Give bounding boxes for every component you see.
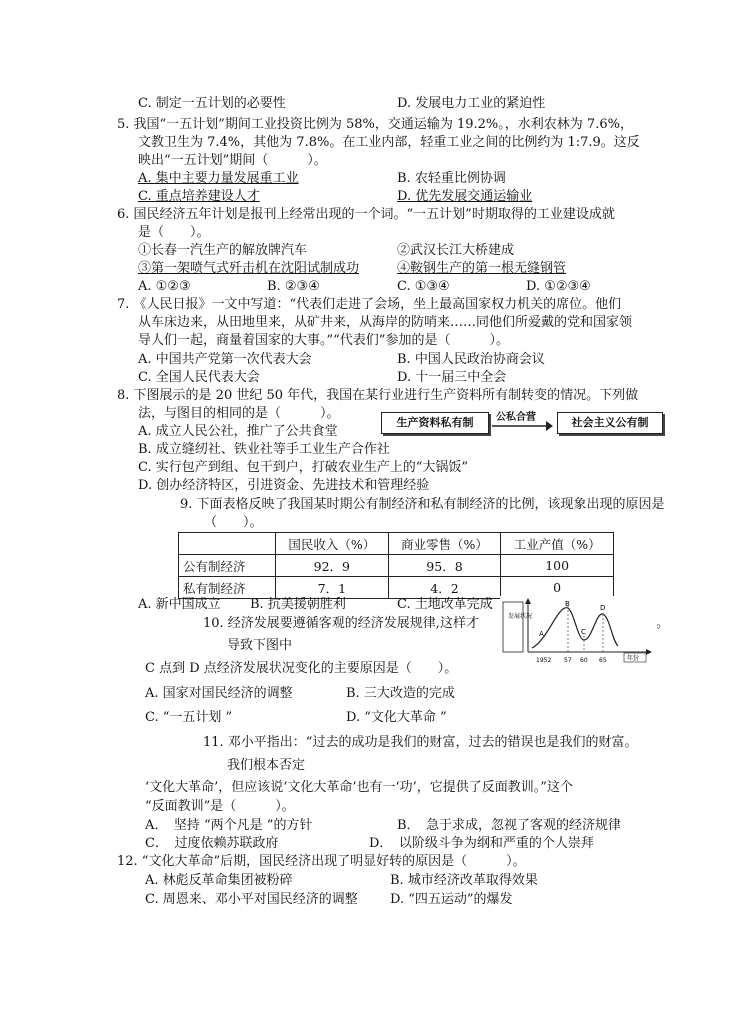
- table-cell: 7．1: [276, 577, 389, 599]
- q9-option-c: C. 土地改革完成: [397, 597, 493, 612]
- q6-option-a: A. ①②③: [138, 279, 191, 294]
- q5-option-c: C. 重点培养建设人才: [138, 189, 260, 204]
- q11-option-c: C． 过度依赖苏联政府: [145, 836, 279, 851]
- q5-option-d: D. 优先发展交通运输业: [397, 189, 533, 204]
- chart-tick-label: 1952: [536, 657, 552, 664]
- q10-option-c: C. “一五计划 ”: [145, 710, 233, 725]
- q10-option-a: A. 国家对国民经济的调整: [145, 686, 293, 701]
- q7-stem-line2: 从车床边来，从田地里来，从矿井来，从海岸的防哨来……同他们所爱戴的党和国家领: [138, 315, 633, 330]
- table-cell: 商业零售（%）: [388, 533, 501, 555]
- q10-option-d: D. “文化大革命 ”: [346, 710, 447, 725]
- q6-item-4: ④鞍钢生产的第一根无缝钢管: [397, 261, 567, 276]
- q11-option-b: B． 急于求成，忽视了客观的经济规律: [397, 818, 622, 833]
- q8-option-a: A. 成立人民公社，推广了公共食堂: [138, 424, 338, 439]
- chart-x-arrow-icon: [646, 649, 652, 655]
- flow-box-public: 社会主义公有制: [557, 412, 663, 434]
- flow-arrow-icon: [490, 420, 554, 432]
- q11-option-a: A． 坚持 “两个凡是 ”的方针: [145, 818, 313, 833]
- q4-option-c: C. 制定一五计划的必要性: [138, 96, 286, 111]
- chart-point-label-a: A: [539, 630, 544, 638]
- q6-item-2: ②武汉长江大桥建成: [397, 243, 515, 258]
- table-cell: 私有制经济: [179, 577, 276, 599]
- table-cell: 4．2: [388, 577, 501, 599]
- table-cell: 国民收入（%）: [276, 533, 389, 555]
- chart-point-label-d: D: [600, 604, 606, 612]
- q9-option-b: B. 抗美援朝胜利: [250, 597, 346, 612]
- q11-stem-line4: “反面教训”是（ ）。: [145, 799, 295, 814]
- q9-stem-line1: 9. 下面表格反映了我国某时期公有制经济和私有制经济的比例，该现象出现的原因是: [180, 497, 665, 512]
- q5-option-a: A. 集中主要力量发展重工业: [138, 171, 299, 186]
- chart-series-line: [532, 608, 618, 648]
- chart-ylabel: 发展状况: [508, 613, 533, 620]
- q8-stem-line1: 8. 下图展示的是 20 世纪 50 年代，我国在某行业进行生产资料所有制转变的情况。下列做: [117, 388, 639, 403]
- q6-stem-line2: 是（ ）。: [138, 225, 210, 240]
- q8-option-c: C. 实行包产到组、包干到户，打破农业生产上的“大锅饭”: [138, 460, 469, 475]
- q6-item-1: ①长春一汽生产的解放牌汽车: [138, 243, 308, 258]
- table-cell: 92．9: [276, 555, 389, 577]
- q4-option-d: D. 发展电力工业的紧迫性: [397, 96, 546, 111]
- chart-point-label-b: B: [565, 600, 570, 608]
- q7-option-c: C. 全国人民代表大会: [138, 370, 260, 385]
- table-row: [179, 555, 614, 577]
- q11-stem-line2: 我们根本否定: [227, 758, 306, 773]
- q7-option-a: A. 中国共产党第一次代表大会: [138, 352, 312, 367]
- q9-option-a: A. 新中国成立: [138, 597, 221, 612]
- q10-option-b: B. 三大改造的完成: [346, 686, 455, 701]
- table-cell: [179, 533, 276, 555]
- q11-option-d: D． 以阶级斗争为纲和严重的个人崇拜: [369, 836, 594, 851]
- chart-tick-label: 60: [580, 657, 588, 664]
- q5-stem-line1: 5. 我国“一五计划”期间工业投资比例为 58%，交通运输为 19.2%。，水利农林为 7.6%，: [117, 117, 633, 132]
- q10-economy-chart: [500, 596, 657, 669]
- flow-arrow-label: 公私合营: [496, 412, 536, 423]
- chart-xlabel: 年份: [627, 655, 640, 662]
- chart-ylabel-box: [503, 602, 523, 652]
- q6-stem-line1: 6. 国民经济五年计划是报刊上经常出现的一个词。“一五计划”时期取得的工业建设成就: [117, 207, 615, 222]
- q11-stem-line3: ‘文化大革命’，但应该说‘文化大革命’也有一‘功’，它提供了反面教训。”这个: [145, 780, 573, 795]
- q11-stem-line1: 11. 邓小平指出：“过去的成功是我们的财富，过去的错误也是我们的财富。: [203, 735, 638, 750]
- q7-option-b: B. 中国人民政治协商会议: [397, 352, 545, 367]
- table-cell: 0: [501, 577, 614, 599]
- q8-stem-line2: 法，与图目的相同的是（ ）。: [138, 406, 340, 421]
- q7-option-d: D. 十一届三中全会: [397, 370, 507, 385]
- q6-option-c: C. ①③④: [397, 279, 450, 294]
- q9-stem-line2: （ ）。: [204, 515, 263, 530]
- q8-option-d: D. 创办经济特区，引进资金、先进技术和管理经验: [138, 478, 430, 493]
- q6-item-3: ③第一架喷气式歼击机在沈阳试制成功: [138, 261, 360, 276]
- table-cell: 100: [501, 555, 614, 577]
- q7-stem-line1: 7. 《人民日报》一文中写道：“代表们走进了会场，坐上最高国家权力机关的席位。他们: [117, 297, 622, 312]
- q12-option-b: B. 城市经济改革取得效果: [390, 873, 538, 888]
- table-cell: 工业产值（%）: [501, 533, 614, 555]
- q12-option-c: C. 周恩来、邓小平对国民经济的调整: [145, 892, 358, 907]
- table-header-row: [179, 533, 614, 555]
- q12-stem-line1: 12. “文化大革命”后期，国民经济出现了明显好转的原因是（ ）。: [117, 854, 526, 869]
- chart-tick-label: 57: [564, 657, 572, 664]
- q10-stem-line3: C 点到 D 点经济发展状况变化的主要原因是（ ）。: [145, 661, 458, 676]
- chart-tick-label: 65: [599, 657, 607, 664]
- q5-stem-line3: 映出“一五计划”期间（ ）。: [138, 153, 327, 168]
- table-cell: 95．8: [388, 555, 501, 577]
- flow-box-private: 生产资料私有制: [381, 412, 489, 434]
- q10-stem-line2: 导致下图中: [227, 638, 293, 653]
- q10-stem-line1-tail: 。: [656, 616, 670, 631]
- q6-option-d: D. ①②③④: [526, 279, 591, 294]
- q5-stem-line2: 文教卫生为 7.4%，其他为 7.8%。在工业内部，轻重工业之间的比例约为 1:7.9。这反: [138, 135, 640, 150]
- q12-option-a: A. 林彪反革命集团被粉碎: [145, 873, 293, 888]
- chart-y-arrow-icon: [525, 598, 531, 604]
- q6-option-b: B. ②③④: [267, 279, 320, 294]
- q7-stem-line3: 导人们一起，商量着国家的大事。”“代表们”参加的是（ ）。: [138, 333, 509, 348]
- chart-point-label-c: C: [581, 628, 586, 636]
- q5-option-b: B. 农轻重比例协调: [397, 171, 506, 186]
- q10-stem-line1: 10. 经济发展要遵循客观的经济发展规律,这样才: [203, 616, 479, 631]
- q8-option-b: B. 成立缝纫社、铁业社等手工业生产合作社: [138, 442, 390, 457]
- q9-data-table: [178, 532, 614, 599]
- table-cell: 公有制经济: [179, 555, 276, 577]
- q12-option-d: D. “四五运动”的爆发: [390, 892, 513, 907]
